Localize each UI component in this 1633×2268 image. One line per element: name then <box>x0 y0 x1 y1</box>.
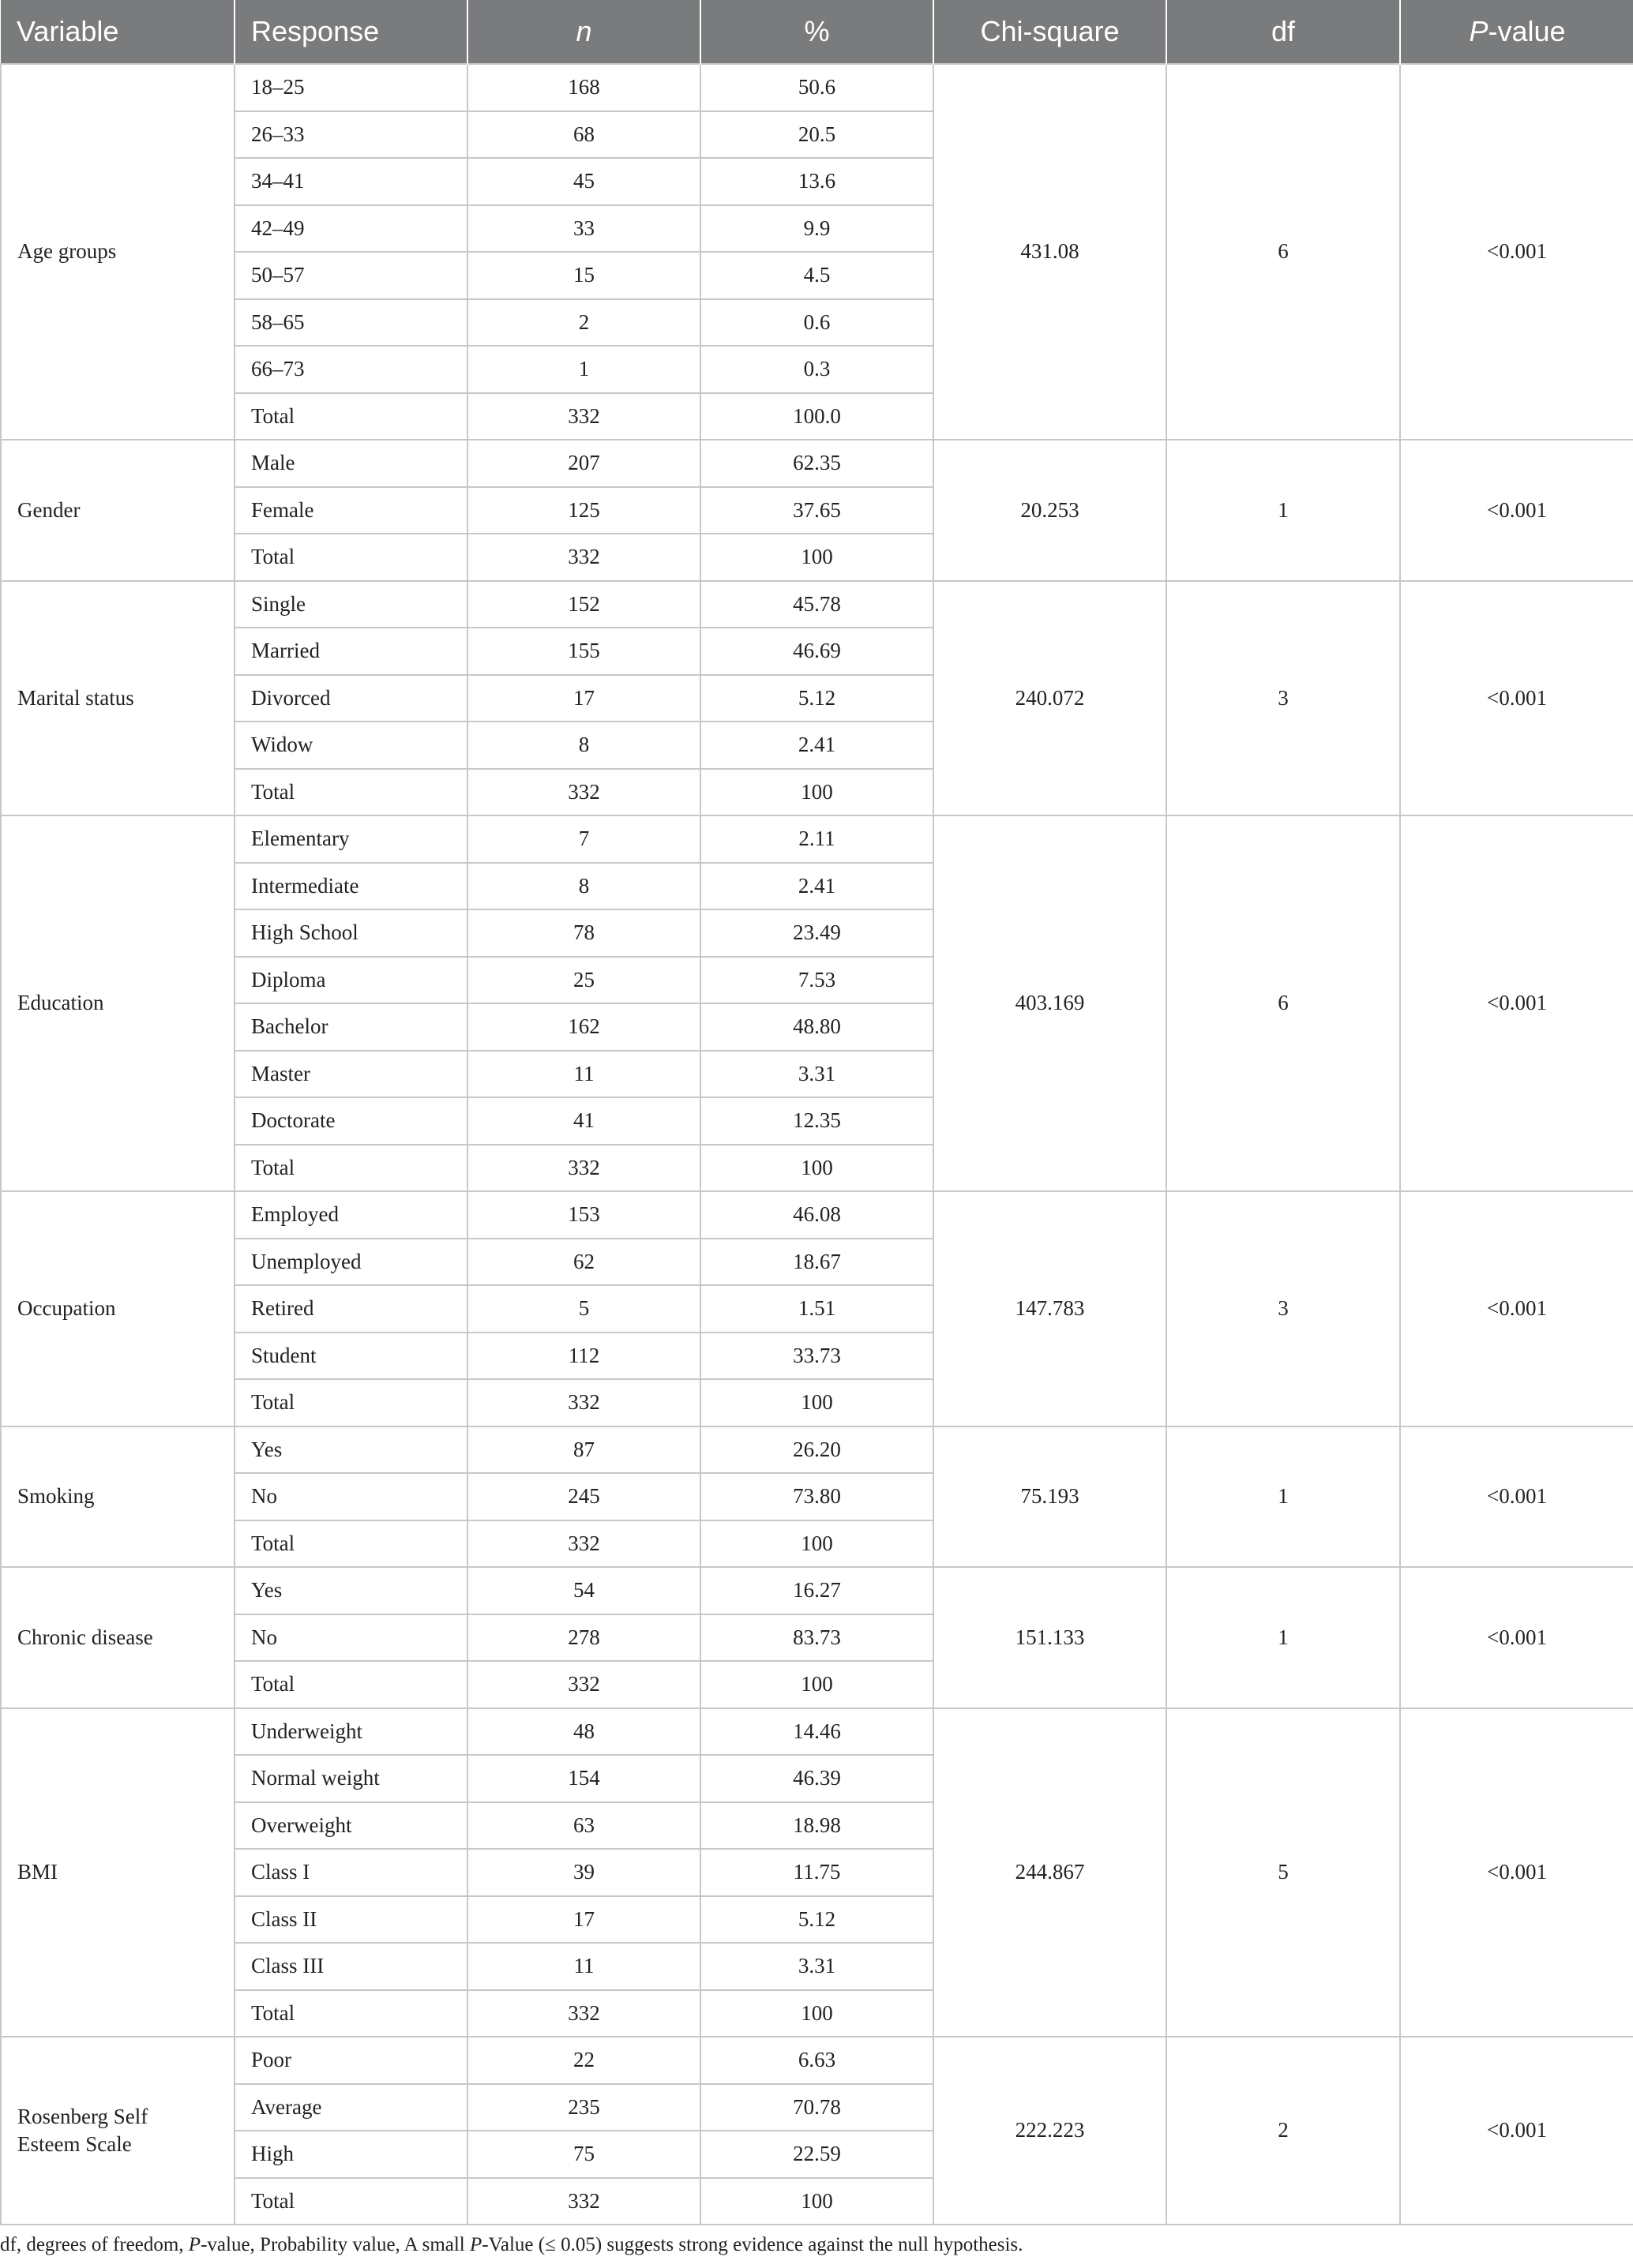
p-value-cell: <0.001 <box>1400 1426 1633 1568</box>
percent-cell: 100 <box>700 1520 933 1568</box>
percent-cell: 20.5 <box>700 111 933 159</box>
response-cell: High <box>235 2131 467 2178</box>
p-value-cell: <0.001 <box>1400 1708 1633 2037</box>
percent-cell: 23.49 <box>700 909 933 957</box>
header-row <box>1 0 1633 64</box>
chi-square-cell: 244.867 <box>933 1708 1166 2037</box>
header-response: Response <box>235 0 467 64</box>
n-cell: 8 <box>467 863 700 910</box>
percent-cell: 45.78 <box>700 581 933 628</box>
table-row <box>1 581 1633 628</box>
n-cell: 39 <box>467 1849 700 1896</box>
n-cell: 68 <box>467 111 700 159</box>
percent-cell: 5.12 <box>700 675 933 722</box>
percent-cell: 46.69 <box>700 628 933 675</box>
percent-cell: 0.3 <box>700 346 933 393</box>
n-cell: 332 <box>467 1520 700 1568</box>
response-cell: Female <box>235 487 467 534</box>
percent-cell: 100.0 <box>700 393 933 440</box>
chi-square-cell: 222.223 <box>933 2037 1166 2225</box>
response-cell: No <box>235 1614 467 1662</box>
n-cell: 15 <box>467 252 700 299</box>
percent-cell: 48.80 <box>700 1003 933 1051</box>
percent-cell: 16.27 <box>700 1567 933 1614</box>
variable-cell: Occupation <box>1 1191 235 1426</box>
n-cell: 153 <box>467 1191 700 1239</box>
header-df: df <box>1166 0 1400 64</box>
response-cell: Master <box>235 1051 467 1098</box>
percent-cell: 18.67 <box>700 1239 933 1286</box>
response-cell: Total <box>235 393 467 440</box>
percent-cell: 100 <box>700 534 933 581</box>
response-cell: Total <box>235 769 467 816</box>
percent-cell: 13.6 <box>700 158 933 205</box>
footnote-part3: -Value (≤ 0.05) suggests strong evidence against the null hypothesis. <box>482 2234 1023 2255</box>
response-cell: 34–41 <box>235 158 467 205</box>
percent-cell: 100 <box>700 1661 933 1708</box>
n-cell: 63 <box>467 1802 700 1850</box>
percent-cell: 46.08 <box>700 1191 933 1239</box>
n-cell: 8 <box>467 722 700 769</box>
percent-cell: 100 <box>700 1379 933 1426</box>
n-cell: 332 <box>467 534 700 581</box>
table-row <box>1 440 1633 487</box>
response-cell: Total <box>235 2178 467 2225</box>
variable-cell: Education <box>1 815 235 1191</box>
table-row <box>1 1426 1633 1474</box>
header-p-italic: P <box>1469 15 1488 47</box>
percent-cell: 5.12 <box>700 1896 933 1944</box>
response-cell: Normal weight <box>235 1755 467 1802</box>
percent-cell: 1.51 <box>700 1285 933 1333</box>
p-value-cell: <0.001 <box>1400 2037 1633 2225</box>
percent-cell: 33.73 <box>700 1333 933 1380</box>
percent-cell: 70.78 <box>700 2084 933 2131</box>
percent-cell: 100 <box>700 2178 933 2225</box>
header-p-rest: -value <box>1488 15 1566 47</box>
variable-cell: Smoking <box>1 1426 235 1568</box>
df-cell: 1 <box>1166 1567 1400 1708</box>
variable-cell: Rosenberg Self Esteem Scale <box>1 2037 235 2225</box>
n-cell: 332 <box>467 1990 700 2037</box>
response-cell: 58–65 <box>235 299 467 347</box>
n-cell: 25 <box>467 957 700 1004</box>
df-cell: 1 <box>1166 440 1400 581</box>
response-cell: 26–33 <box>235 111 467 159</box>
table-footnote <box>0 2234 1023 2256</box>
response-cell: Total <box>235 1145 467 1192</box>
n-cell: 17 <box>467 675 700 722</box>
response-cell: Underweight <box>235 1708 467 1756</box>
table-row <box>1 1708 1633 1756</box>
p-value-cell: <0.001 <box>1400 815 1633 1191</box>
percent-cell: 22.59 <box>700 2131 933 2178</box>
response-cell: No <box>235 1473 467 1520</box>
footnote-p1: P <box>188 2234 201 2255</box>
percent-cell: 37.65 <box>700 487 933 534</box>
percent-cell: 2.11 <box>700 815 933 863</box>
header-percent: % <box>700 0 933 64</box>
response-cell: Average <box>235 2084 467 2131</box>
response-cell: Total <box>235 1520 467 1568</box>
p-value-cell: <0.001 <box>1400 581 1633 816</box>
chi-square-cell: 403.169 <box>933 815 1166 1191</box>
variable-cell: Age groups <box>1 64 235 440</box>
df-cell: 3 <box>1166 581 1400 816</box>
percent-cell: 3.31 <box>700 1943 933 1990</box>
header-n: n <box>467 0 700 64</box>
df-cell: 6 <box>1166 815 1400 1191</box>
percent-cell: 73.80 <box>700 1473 933 1520</box>
response-cell: Single <box>235 581 467 628</box>
response-cell: Elementary <box>235 815 467 863</box>
percent-cell: 2.41 <box>700 722 933 769</box>
table-row <box>1 815 1633 863</box>
variable-cell: Marital status <box>1 581 235 816</box>
percent-cell: 7.53 <box>700 957 933 1004</box>
percent-cell: 14.46 <box>700 1708 933 1756</box>
response-cell: Employed <box>235 1191 467 1239</box>
n-cell: 11 <box>467 1943 700 1990</box>
n-cell: 125 <box>467 487 700 534</box>
n-cell: 332 <box>467 1379 700 1426</box>
n-cell: 245 <box>467 1473 700 1520</box>
chi-square-cell: 240.072 <box>933 581 1166 816</box>
n-cell: 155 <box>467 628 700 675</box>
header-variable: Variable <box>1 0 235 64</box>
response-cell: Class III <box>235 1943 467 1990</box>
footnote-part1: df, degrees of freedom, <box>0 2234 189 2255</box>
chi-square-cell: 431.08 <box>933 64 1166 440</box>
percent-cell: 26.20 <box>700 1426 933 1474</box>
response-cell: Diploma <box>235 957 467 1004</box>
percent-cell: 46.39 <box>700 1755 933 1802</box>
percent-cell: 100 <box>700 1145 933 1192</box>
variable-cell: BMI <box>1 1708 235 2037</box>
n-cell: 112 <box>467 1333 700 1380</box>
response-cell: Overweight <box>235 1802 467 1850</box>
header-p-value <box>1400 0 1633 64</box>
chi-square-cell: 75.193 <box>933 1426 1166 1568</box>
response-cell: Yes <box>235 1426 467 1474</box>
n-cell: 332 <box>467 393 700 440</box>
response-cell: Class I <box>235 1849 467 1896</box>
percent-cell: 9.9 <box>700 205 933 253</box>
percent-cell: 11.75 <box>700 1849 933 1896</box>
response-cell: Male <box>235 440 467 487</box>
p-value-cell: <0.001 <box>1400 440 1633 581</box>
response-cell: Total <box>235 534 467 581</box>
table-body <box>1 64 1633 2225</box>
n-cell: 78 <box>467 909 700 957</box>
n-cell: 154 <box>467 1755 700 1802</box>
response-cell: 50–57 <box>235 252 467 299</box>
response-cell: 66–73 <box>235 346 467 393</box>
percent-cell: 50.6 <box>700 64 933 111</box>
chi-square-cell: 151.133 <box>933 1567 1166 1708</box>
n-cell: 332 <box>467 1145 700 1192</box>
n-cell: 87 <box>467 1426 700 1474</box>
percent-cell: 100 <box>700 769 933 816</box>
response-cell: Poor <box>235 2037 467 2084</box>
n-cell: 5 <box>467 1285 700 1333</box>
header-chi-square: Chi-square <box>933 0 1166 64</box>
percent-cell: 62.35 <box>700 440 933 487</box>
n-cell: 48 <box>467 1708 700 1756</box>
response-cell: Intermediate <box>235 863 467 910</box>
response-cell: Bachelor <box>235 1003 467 1051</box>
percent-cell: 18.98 <box>700 1802 933 1850</box>
n-cell: 22 <box>467 2037 700 2084</box>
n-cell: 162 <box>467 1003 700 1051</box>
response-cell: Total <box>235 1990 467 2037</box>
df-cell: 1 <box>1166 1426 1400 1568</box>
response-cell: Divorced <box>235 675 467 722</box>
n-cell: 168 <box>467 64 700 111</box>
response-cell: Retired <box>235 1285 467 1333</box>
percent-cell: 6.63 <box>700 2037 933 2084</box>
n-cell: 33 <box>467 205 700 253</box>
footnote-part2: -value, Probability value, A small <box>201 2234 470 2255</box>
df-cell: 6 <box>1166 64 1400 440</box>
response-cell: Widow <box>235 722 467 769</box>
percent-cell: 83.73 <box>700 1614 933 1662</box>
table-row <box>1 1567 1633 1614</box>
n-cell: 75 <box>467 2131 700 2178</box>
df-cell: 5 <box>1166 1708 1400 2037</box>
percent-cell: 4.5 <box>700 252 933 299</box>
n-cell: 45 <box>467 158 700 205</box>
n-cell: 1 <box>467 346 700 393</box>
chi-square-cell: 147.783 <box>933 1191 1166 1426</box>
percent-cell: 2.41 <box>700 863 933 910</box>
response-cell: Unemployed <box>235 1239 467 1286</box>
percent-cell: 0.6 <box>700 299 933 347</box>
n-cell: 278 <box>467 1614 700 1662</box>
response-cell: Total <box>235 1379 467 1426</box>
n-cell: 235 <box>467 2084 700 2131</box>
response-cell: High School <box>235 909 467 957</box>
percent-cell: 12.35 <box>700 1097 933 1145</box>
response-cell: Student <box>235 1333 467 1380</box>
variable-cell: Gender <box>1 440 235 581</box>
p-value-cell: <0.001 <box>1400 1191 1633 1426</box>
n-cell: 332 <box>467 2178 700 2225</box>
df-cell: 2 <box>1166 2037 1400 2225</box>
chi-square-cell: 20.253 <box>933 440 1166 581</box>
p-value-cell: <0.001 <box>1400 64 1633 440</box>
n-cell: 11 <box>467 1051 700 1098</box>
n-cell: 2 <box>467 299 700 347</box>
n-cell: 17 <box>467 1896 700 1944</box>
n-cell: 7 <box>467 815 700 863</box>
percent-cell: 3.31 <box>700 1051 933 1098</box>
response-cell: Total <box>235 1661 467 1708</box>
table-row <box>1 2037 1633 2084</box>
n-cell: 62 <box>467 1239 700 1286</box>
response-cell: Yes <box>235 1567 467 1614</box>
response-cell: Married <box>235 628 467 675</box>
n-cell: 332 <box>467 769 700 816</box>
response-cell: Doctorate <box>235 1097 467 1145</box>
footnote-p2: P <box>470 2234 482 2255</box>
n-cell: 54 <box>467 1567 700 1614</box>
df-cell: 3 <box>1166 1191 1400 1426</box>
table-row <box>1 64 1633 111</box>
percent-cell: 100 <box>700 1990 933 2037</box>
response-cell: Class II <box>235 1896 467 1944</box>
n-cell: 207 <box>467 440 700 487</box>
p-value-cell: <0.001 <box>1400 1567 1633 1708</box>
response-cell: 18–25 <box>235 64 467 111</box>
table-row <box>1 1191 1633 1239</box>
variable-cell: Chronic disease <box>1 1567 235 1708</box>
n-cell: 41 <box>467 1097 700 1145</box>
response-cell: 42–49 <box>235 205 467 253</box>
table-header <box>1 0 1633 64</box>
n-cell: 152 <box>467 581 700 628</box>
n-cell: 332 <box>467 1661 700 1708</box>
